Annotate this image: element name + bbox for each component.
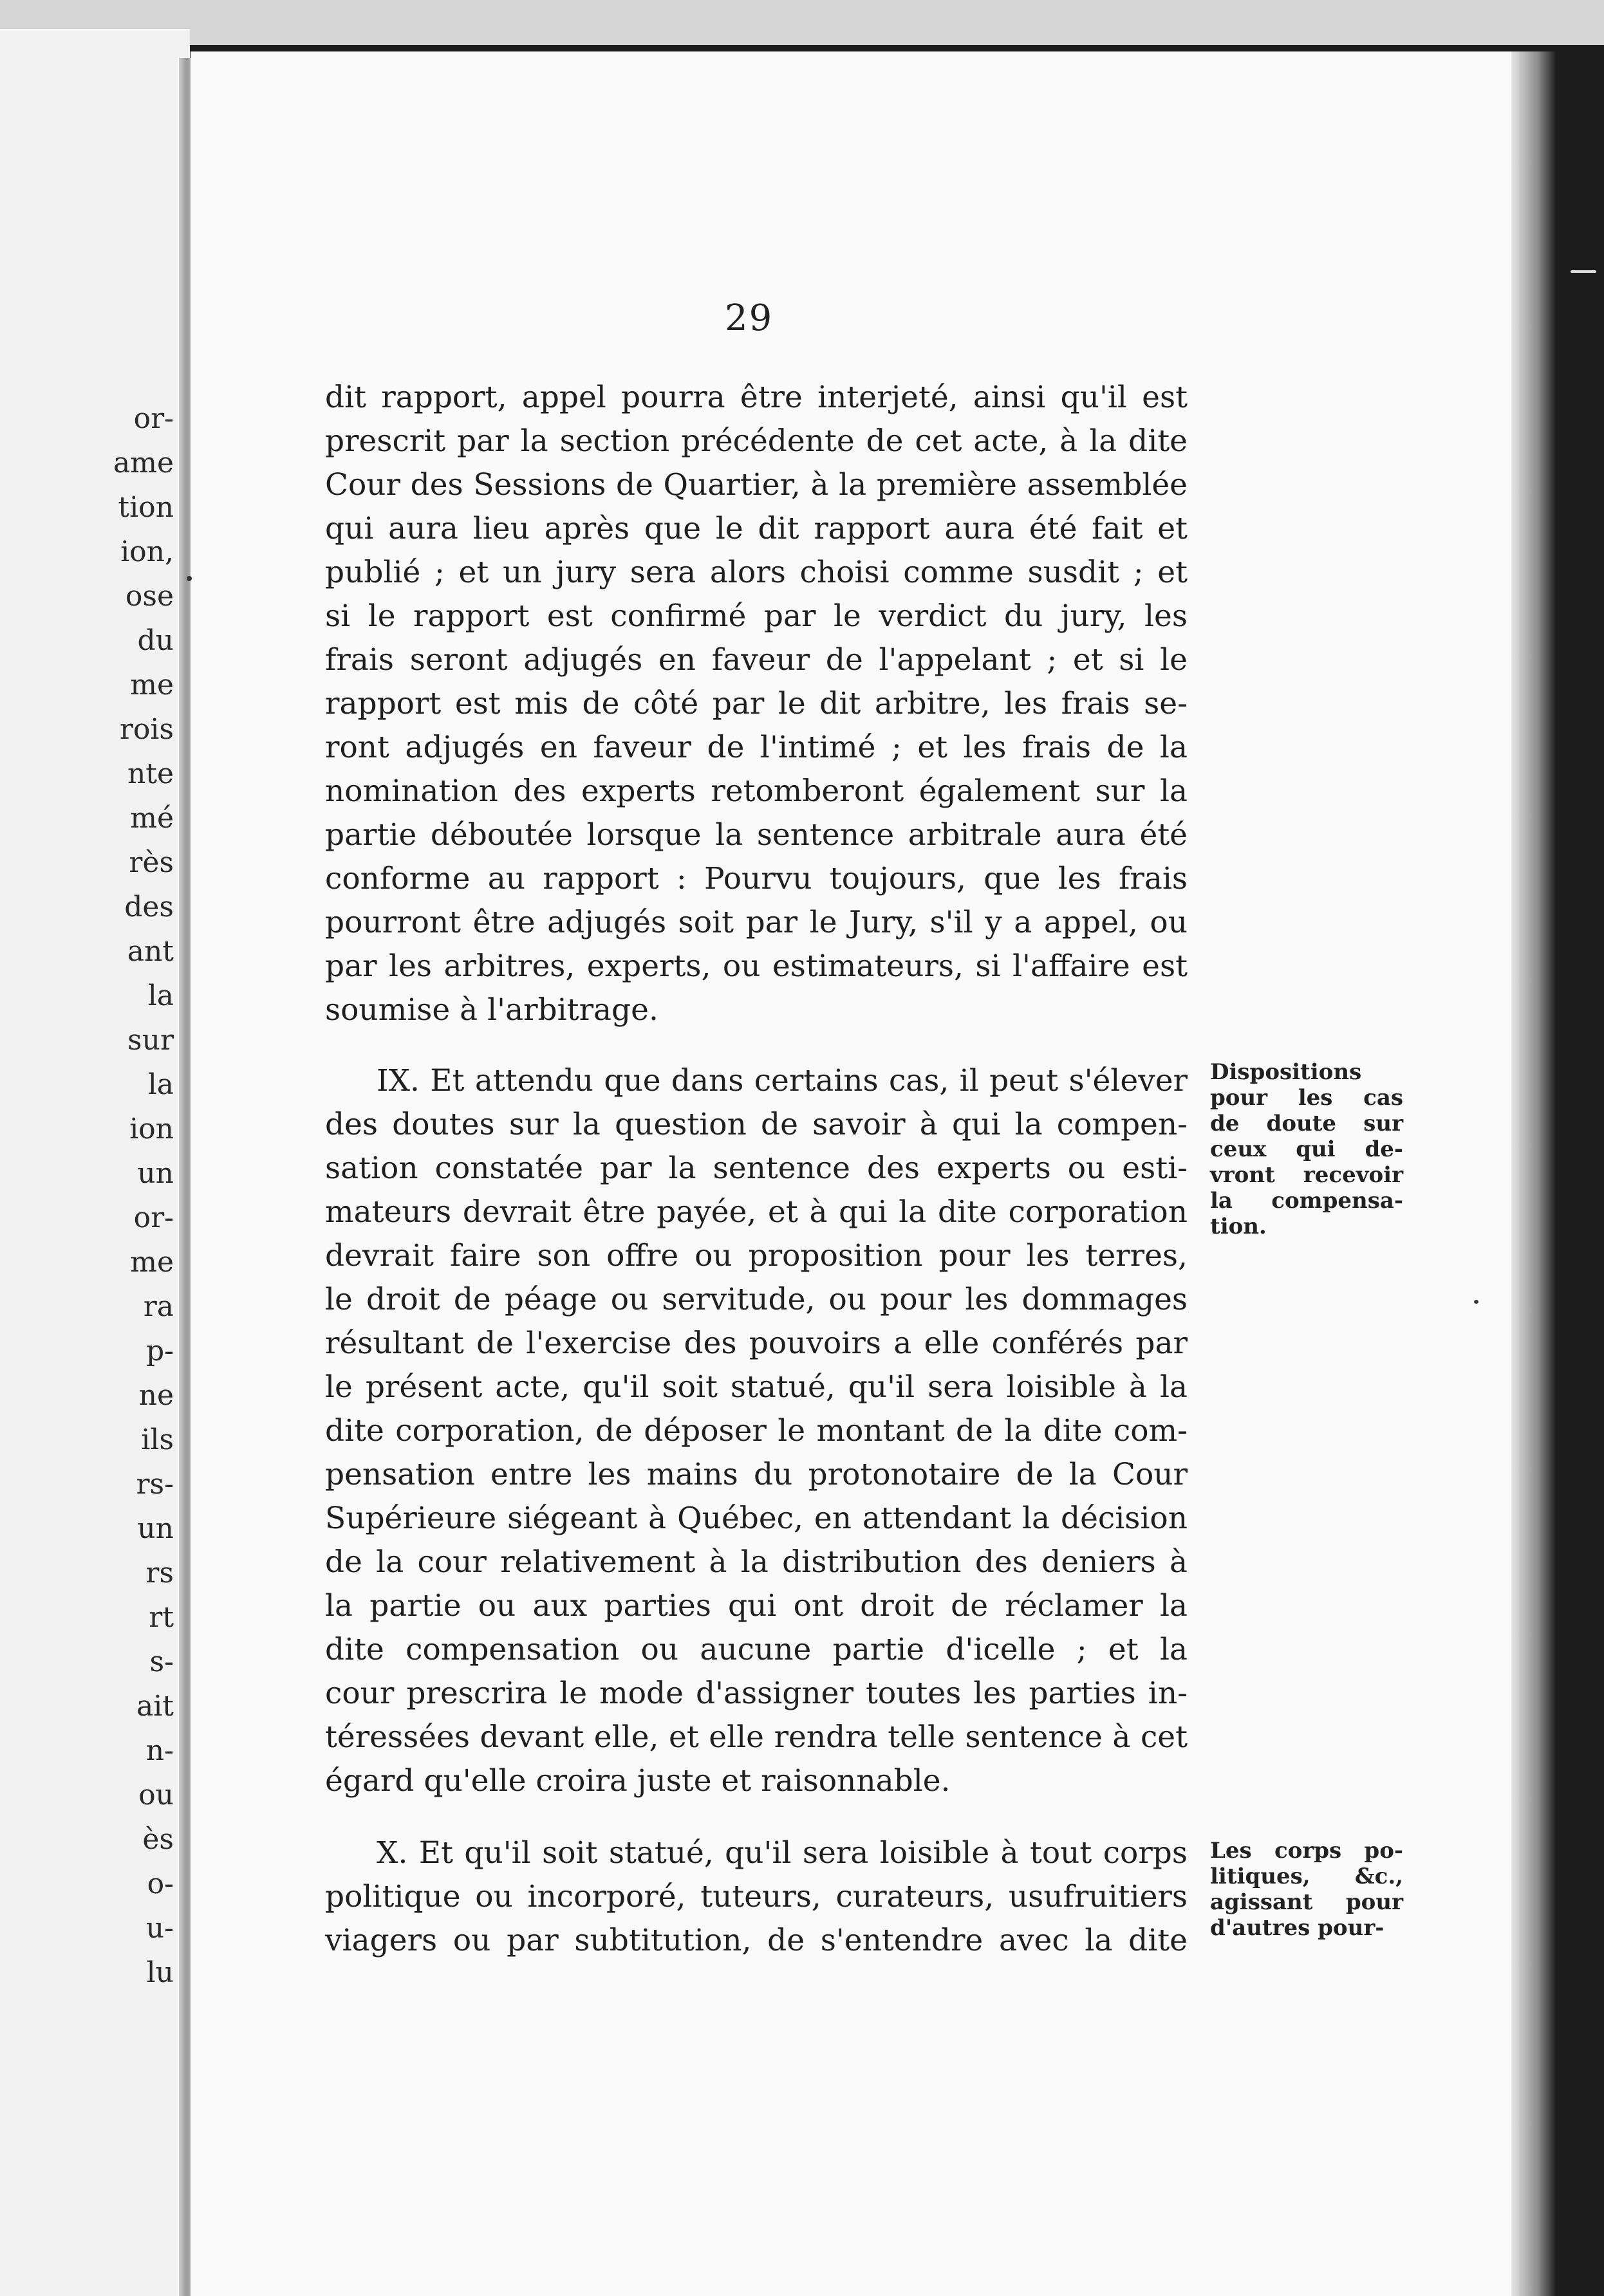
margin-note-section-x (1210, 1838, 1403, 1941)
text-line: partie déboutée lorsque la sentence arbitrale aura été (325, 817, 1188, 853)
fragment-line: la (147, 1068, 174, 1101)
text-line: frais seront adjugés en faveur de l'appelant ; et si le (325, 642, 1188, 678)
text-line: la partie ou aux parties qui ont droit de réclamer la (325, 1588, 1188, 1624)
text-line: pensation entre les mains du protonotaire de la Cour (325, 1457, 1188, 1492)
margin-note-line: agissant pour (1210, 1889, 1403, 1915)
text-line: viagers ou par subtitution, de s'entendre avec la dite (325, 1923, 1188, 1958)
margin-note-line: la compensa- (1210, 1188, 1403, 1214)
fragment-line: rs (145, 1557, 174, 1589)
margin-note-line: litiques, &c., (1210, 1864, 1403, 1889)
margin-note-line: pour les cas (1210, 1085, 1403, 1111)
fragment-line: ait (136, 1690, 174, 1723)
margin-note-line: ceux qui de- (1210, 1136, 1403, 1162)
text-line: égard qu'elle croira juste et raisonnable. (325, 1763, 951, 1799)
fragment-line: un (137, 1157, 174, 1190)
text-line: soumise à l'arbitrage. (325, 992, 658, 1028)
section-x (325, 1831, 1188, 1963)
text-line: pourront être adjugés soit par le Jury, s'il y a appel, ou (325, 905, 1188, 940)
text-line: conforme au rapport : Pourvu toujours, que les frais (325, 861, 1188, 896)
fragment-line: p- (145, 1335, 174, 1367)
text-line: dite compensation ou aucune partie d'icelle ; et la (325, 1632, 1188, 1667)
fragment-line: ra (143, 1290, 174, 1323)
text-line: des doutes sur la question de savoir à qui la compen- (325, 1107, 1188, 1142)
fragment-line: lu (146, 1956, 174, 1989)
fragment-line: ès (142, 1823, 174, 1856)
paragraph-continued (325, 376, 1188, 1032)
fragment-line: o- (147, 1867, 174, 1900)
text-line: prescrit par la section précédente de cet acte, à la dite (325, 423, 1188, 459)
fragment-line: ose (125, 580, 174, 613)
text-line: rapport est mis de côté par le dit arbitre, les frais se- (325, 686, 1188, 721)
text-line: résultant de l'exercise des pouvoirs a elle conférés par (325, 1326, 1188, 1361)
text-line: si le rapport est confirmé par le verdict du jury, les (325, 598, 1188, 634)
margin-note-line: Les corps po- (1210, 1838, 1403, 1864)
fragment-line: u- (145, 1912, 174, 1945)
margin-note-line: de doute sur (1210, 1111, 1403, 1136)
fragment-line: mé (130, 802, 174, 835)
fragment-line: s- (149, 1645, 174, 1678)
fragment-line: nte (127, 757, 174, 790)
text-line: de la cour relativement à la distribution des deniers à (325, 1544, 1188, 1580)
facing-page-left (0, 29, 190, 2296)
fragment-line: ame (113, 447, 174, 479)
scan-speck (187, 576, 192, 581)
text-line: dite corporation, de déposer le montant de la dite com- (325, 1413, 1188, 1449)
margin-note-line: d'autres pour- (1210, 1915, 1385, 1941)
text-line: devrait faire son offre ou proposition pour les terres, (325, 1238, 1188, 1273)
fragment-line: or- (133, 1201, 174, 1234)
fragment-line: du (137, 624, 174, 657)
fragment-line: me (130, 1246, 174, 1279)
text-line: cour prescrira le mode d'assigner toutes les parties in- (325, 1676, 1188, 1711)
fragment-line: la (147, 979, 174, 1012)
margin-note-line: Dispositions (1210, 1059, 1362, 1085)
fragment-line: ne (138, 1379, 174, 1412)
fragment-line: rt (149, 1601, 174, 1634)
fragment-line: tion (118, 491, 174, 524)
fragment-line: rois (119, 713, 174, 746)
text-line: mateurs devrait être payée, et à qui la dite corporation (325, 1194, 1188, 1230)
scan-speck (1474, 1300, 1478, 1304)
fragment-line: rès (129, 846, 174, 879)
section-x-heading-line: X. Et qu'il soit statué, qu'il sera loisible à tout corps (377, 1835, 1188, 1871)
margin-note-line: tion. (1210, 1214, 1267, 1239)
text-line: nomination des experts retomberont également sur la (325, 773, 1188, 809)
section-ix-heading-line: IX. Et attendu que dans certains cas, il peut s'élever (377, 1063, 1188, 1098)
fragment-line: ant (127, 935, 174, 968)
fragment-line: ion (129, 1113, 174, 1145)
text-line: Supérieure siégeant à Québec, en attendant la décision (325, 1501, 1188, 1536)
text-line: par les arbitres, experts, ou estimateurs, si l'affaire est (325, 949, 1188, 984)
scan-border-top (0, 0, 1604, 45)
text-line: téressées devant elle, et elle rendra telle sentence à cet (325, 1719, 1188, 1755)
fragment-line: or- (133, 402, 174, 435)
fragment-line: des (124, 891, 174, 923)
fragment-line: sur (127, 1024, 174, 1057)
text-line: sation constatée par la sentence des experts ou esti- (325, 1151, 1188, 1186)
text-line: ront adjugés en faveur de l'intimé ; et les frais de la (325, 730, 1188, 765)
fragment-line: ils (141, 1423, 174, 1456)
section-ix (325, 1059, 1188, 1803)
text-line: qui aura lieu après que le dit rapport aura été fait et (325, 511, 1188, 546)
page-number: 29 (725, 297, 774, 339)
margin-note-line: vront recevoir (1210, 1162, 1403, 1188)
text-line: dit rapport, appel pourra être interjeté, ainsi qu'il est (325, 380, 1188, 415)
fragment-line: n- (145, 1734, 174, 1767)
fragment-line: ou (138, 1779, 174, 1811)
text-line: le présent acte, qu'il soit statué, qu'il sera loisible à la (325, 1369, 1188, 1405)
fragment-line: ion, (120, 535, 174, 568)
text-line: politique ou incorporé, tuteurs, curateurs, usufruitiers (325, 1879, 1188, 1914)
fragment-line: un (137, 1512, 174, 1545)
text-line: le droit de péage ou servitude, ou pour les dommages (325, 1282, 1188, 1317)
fragment-line: me (130, 669, 174, 701)
fragment-line: rs- (136, 1468, 174, 1501)
margin-note-section-ix (1210, 1059, 1403, 1239)
text-line: publié ; et un jury sera alors choisi comme susdit ; et (325, 555, 1188, 590)
scan-speck (1571, 270, 1596, 273)
text-line: Cour des Sessions de Quartier, à la première assemblée (325, 467, 1188, 503)
